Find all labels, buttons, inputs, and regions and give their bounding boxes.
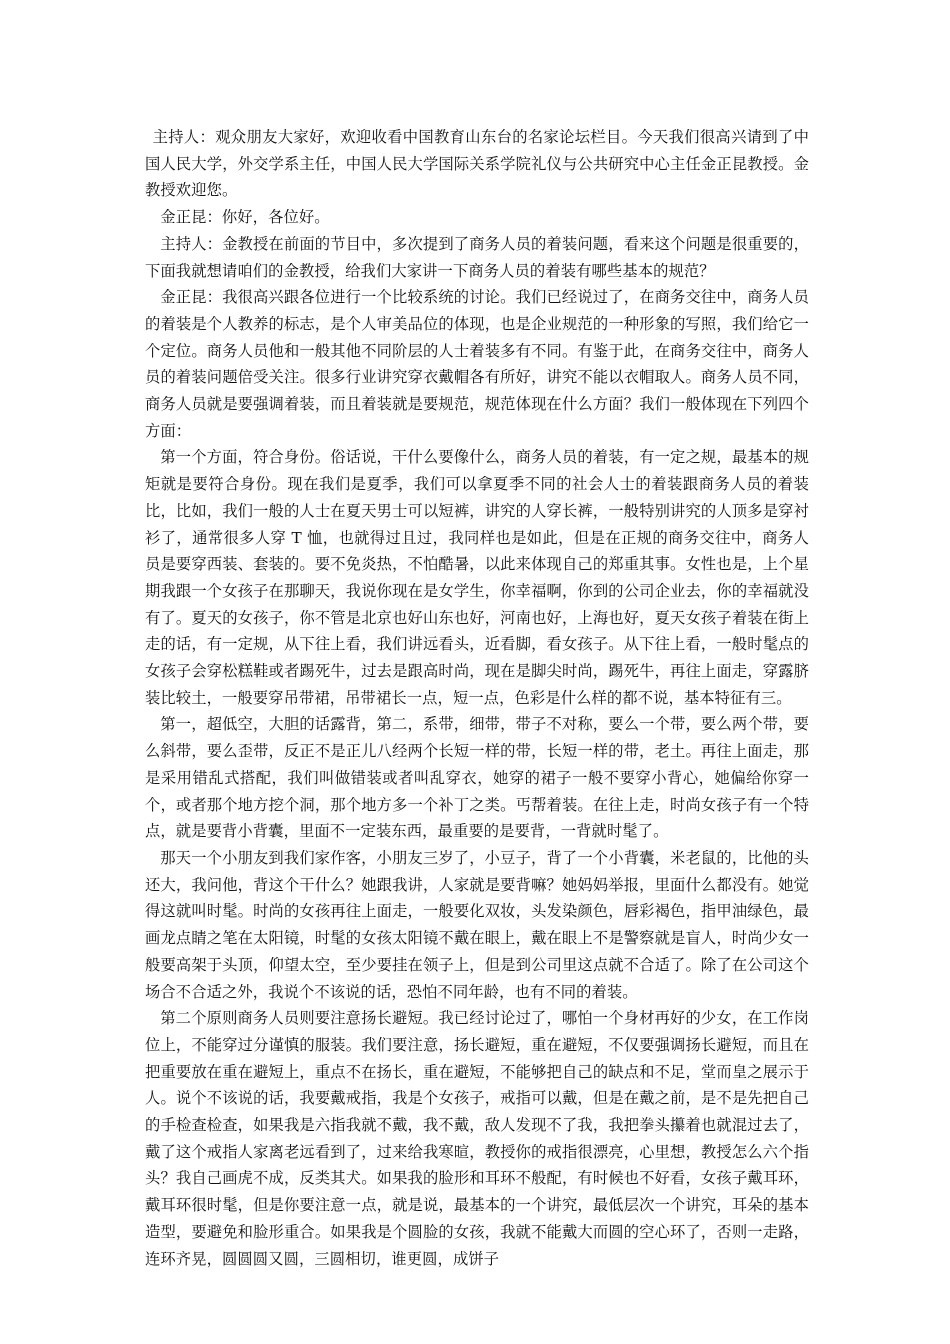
paragraph-features: 第一，超低空，大胆的话露背，第二，系带，细带，带子不对称，要么一个带，要么两个带，要么斜带，要么歪带，反正不是正儿八经两个长短一样的带，长短一样的带，老土。再往上面走，那是采用错乱式搭配，我们叫做错装或者叫乱穿衣，她穿的裙子一般不要穿小背心，她偏给你穿一个，或者那个地方挖个洞，那个地方多一个补丁之类。丐帮着装。在往上走，时尚女孩子有一个特点，就是要背小背囊，里面不一定装东西，最重要的是要背，一背就时髦了。 — [145, 715, 809, 841]
paragraph-guest-greeting: 金正昆：你好，各位好。 — [160, 208, 330, 227]
document-body — [145, 124, 809, 1272]
paragraph-principle-two: 第二个原则商务人员则要注意扬长避短。我已经讨论过了，哪怕一个身材再好的少女，在工作岗位上，不能穿过分谨慎的服装。我们要注意，扬长避短，重在避短，不仅要强调扬长避短，而且在把重要放在重在避短上，重点不在扬长，重在避短，不能够把自己的缺点和不足，堂而皇之展示于人。说个不该说的话，我要戴戒指，我是个女孩子，戒指可以戴，但是在戴之前，是不是先把自己的手检查检查，如果我是六指我就不戴，我不戴，敌人发现不了我，我把拳头攥着也就混过去了，戴了这个戒指人家离老远看到了，过来给我寒暄，教授你的戒指很漂亮，心里想，教授怎么六个指头？我自己画虎不成，反类其犬。如果我的脸形和耳环不般配，有时候也不好看，女孩子戴耳环，戴耳环很时髦，但是你要注意一点，就是说，最基本的一个讲究，最低层次一个讲究，耳朵的基本造型，要避免和脸形重合。如果我是个圆脸的女孩，我就不能戴大而圆的空心环了，否则一走路，连环齐晃，圆圆圆又圆，三圆相切，谁更圆，成饼子 — [145, 1009, 809, 1268]
paragraph-host-intro: 主持人：观众朋友大家好，欢迎收看中国教育山东台的名家论坛栏目。今天我们很高兴请到了中国人民大学，外交学系主任，中国人民大学国际关系学院礼仪与公共研究中心主任金正昆教授。金教授欢迎您。 — [145, 128, 809, 200]
paragraph-aspect-one: 第一个方面，符合身份。俗话说，干什么要像什么，商务人员的着装，有一定之规，最基本的规矩就是要符合身份。现在我们是夏季，我们可以拿夏季不同的社会人士的着装跟商务人员的着装比，比如，我们一般的人士在夏天男士可以短裤，讲究的人穿长裤，一般特别讲究的人顶多是穿衬衫了，通常很多人穿 T 恤，也就得过且过，我同样也是如此，但是在正规的商务交往中，商务人员是要穿西装、套装的。要不免炎热，不怕酷暑，以此来体现自己的郑重其事。女性也是，上个星期我跟一个女孩子在那聊天，我说你现在是女学生，你幸福啊，你到的公司企业去，你的幸福就没有了。夏天的女孩子，你不管是北京也好山东也好，河南也好，上海也好，夏天女孩子着装在街上走的话，有一定规，从下往上看，我们讲远看头，近看脚，看女孩子。从下往上看，一般时髦点的女孩子会穿松糕鞋或者踢死牛，过去是跟高时尚，现在是脚尖时尚，踢死牛，再往上面走，穿露脐装比较土，一般要穿吊带裙，吊带裙长一点，短一点，色彩是什么样的都不说，基本特征有三。 — [145, 448, 809, 707]
paragraph-host-question: 主持人：金教授在前面的节目中，多次提到了商务人员的着装问题，看来这个问题是很重要的，下面我就想请咱们的金教授，给我们大家讲一下商务人员的着装有哪些基本的规范？ — [145, 234, 809, 280]
paragraph-guest-overview: 金正昆：我很高兴跟各位进行一个比较系统的讨论。我们已经说过了，在商务交往中，商务人员的着装是个人教养的标志，是个人审美品位的体现，也是企业规范的一种形象的写照，我们给它一个定位。商务人员他和一般其他不同阶层的人士着装多有不同。有鉴于此，在商务交往中，商务人员的着装问题倍受关注。很多行业讲究穿衣戴帽各有所好，讲究不能以衣帽取人。商务人员不同，商务人员就是要强调着装，而且着装就是要规范，规范体现在什么方面？我们一般体现在下列四个方面： — [145, 288, 809, 440]
paragraph-anecdote: 那天一个小朋友到我们家作客，小朋友三岁了，小豆子，背了一个小背囊，米老鼠的，比他的头还大，我问他，背这个干什么？她跟我讲，人家就是要背嘛？她妈妈举报，里面什么都没有。她觉得这就叫时髦。时尚的女孩再往上面走，一般要化双妆，头发染颜色，唇彩褐色，指甲油绿色，最画龙点睛之笔在太阳镜，时髦的女孩太阳镜不戴在眼上，戴在眼上不是警察就是盲人，时尚少女一般要高架于头顶，仰望太空，至少要挂在领子上，但是到公司里这点就不合适了。除了在公司这个场合不合适之外，我说个不该说的话，恐怕不同年龄，也有不同的着装。 — [145, 848, 809, 1001]
